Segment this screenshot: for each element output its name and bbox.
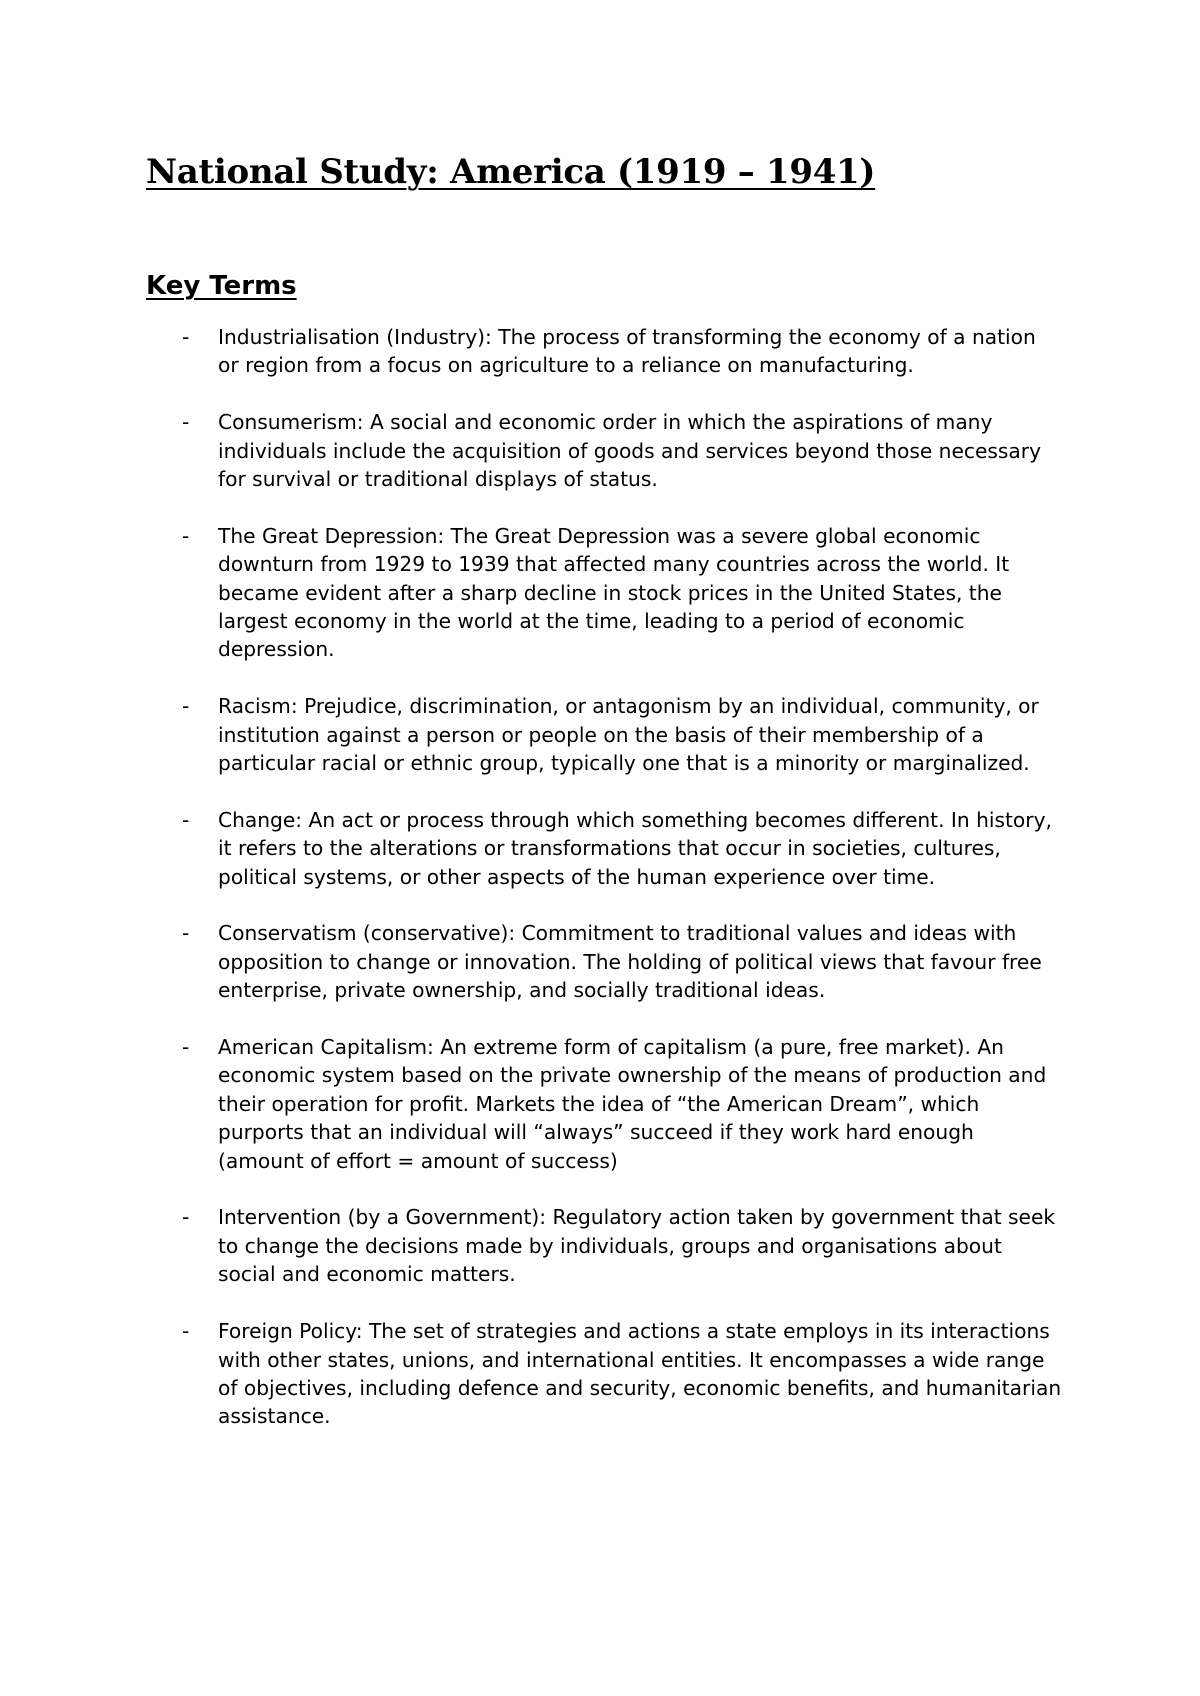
list-item: [182, 1033, 1062, 1175]
key-terms-list: [182, 323, 1062, 1459]
term-definition: Consumerism: A social and economic order in which the aspirations of many individuals include the acquisition of goods and services beyond those necessary for survival or traditional displays of status.: [218, 410, 1042, 492]
bullet-dash: -: [182, 523, 190, 548]
bullet-dash: -: [182, 410, 190, 435]
list-item: [182, 1317, 1062, 1431]
document-title: National Study: America (1919 – 1941): [146, 152, 876, 192]
term-definition: Intervention (by a Government): Regulatory action taken by government that seek to change the decisions made by individuals, groups and organisations about social and economic matters.: [218, 1205, 1056, 1287]
key-terms-heading: Key Terms: [146, 271, 297, 301]
term-definition: The Great Depression: The Great Depression was a severe global economic downturn from 1929 to 1939 that affected many countries across the world. It became evident after a sharp decline in stock prices in the United States, the largest economy in the world at the time, leading to a period of economic depression.: [218, 523, 1010, 662]
term-definition: American Capitalism: An extreme form of capitalism (a pure, free market). An economic system based on the private ownership of the means of production and their operation for profit. Markets the idea of “the American Dream”, which purports that an individual will “always” succeed if they work hard enough (amount of effort = amount of success): [218, 1035, 1047, 1173]
list-item: [182, 1203, 1062, 1288]
list-item: [182, 919, 1062, 1004]
term-definition: Change: An act or process through which something becomes different. In history, it refers to the alterations or transformations that occur in societies, cultures, political systems, or other aspects of the human experience over time.: [218, 807, 1052, 889]
bullet-dash: -: [182, 1035, 190, 1060]
term-definition: Racism: Prejudice, discrimination, or antagonism by an individual, community, or institution against a person or people on the basis of their membership of a particular racial or ethnic group, typically one that is a minority or marginalized.: [218, 694, 1039, 776]
bullet-dash: -: [182, 921, 190, 946]
list-item: [182, 408, 1062, 493]
list-item: [182, 806, 1062, 891]
list-item: [182, 522, 1062, 664]
list-item: [182, 323, 1062, 380]
term-definition: Industrialisation (Industry): The process of transforming the economy of a nation or region from a focus on agriculture to a reliance on manufacturing.: [218, 325, 1036, 378]
list-item: [182, 692, 1062, 777]
term-definition: Conservatism (conservative): Commitment to traditional values and ideas with opposition to change or innovation. The holding of political views that favour free enterprise, private ownership, and socially traditional ideas.: [218, 921, 1042, 1003]
bullet-dash: -: [182, 807, 190, 832]
bullet-dash: -: [182, 1319, 190, 1344]
bullet-dash: -: [182, 1205, 190, 1230]
bullet-dash: -: [182, 694, 190, 719]
term-definition: Foreign Policy: The set of strategies and actions a state employs in its interactions with other states, unions, and international entities. It encompasses a wide range of objectives, including defence and security, economic benefits, and humanitarian assistance.: [218, 1319, 1062, 1429]
bullet-dash: -: [182, 325, 190, 349]
